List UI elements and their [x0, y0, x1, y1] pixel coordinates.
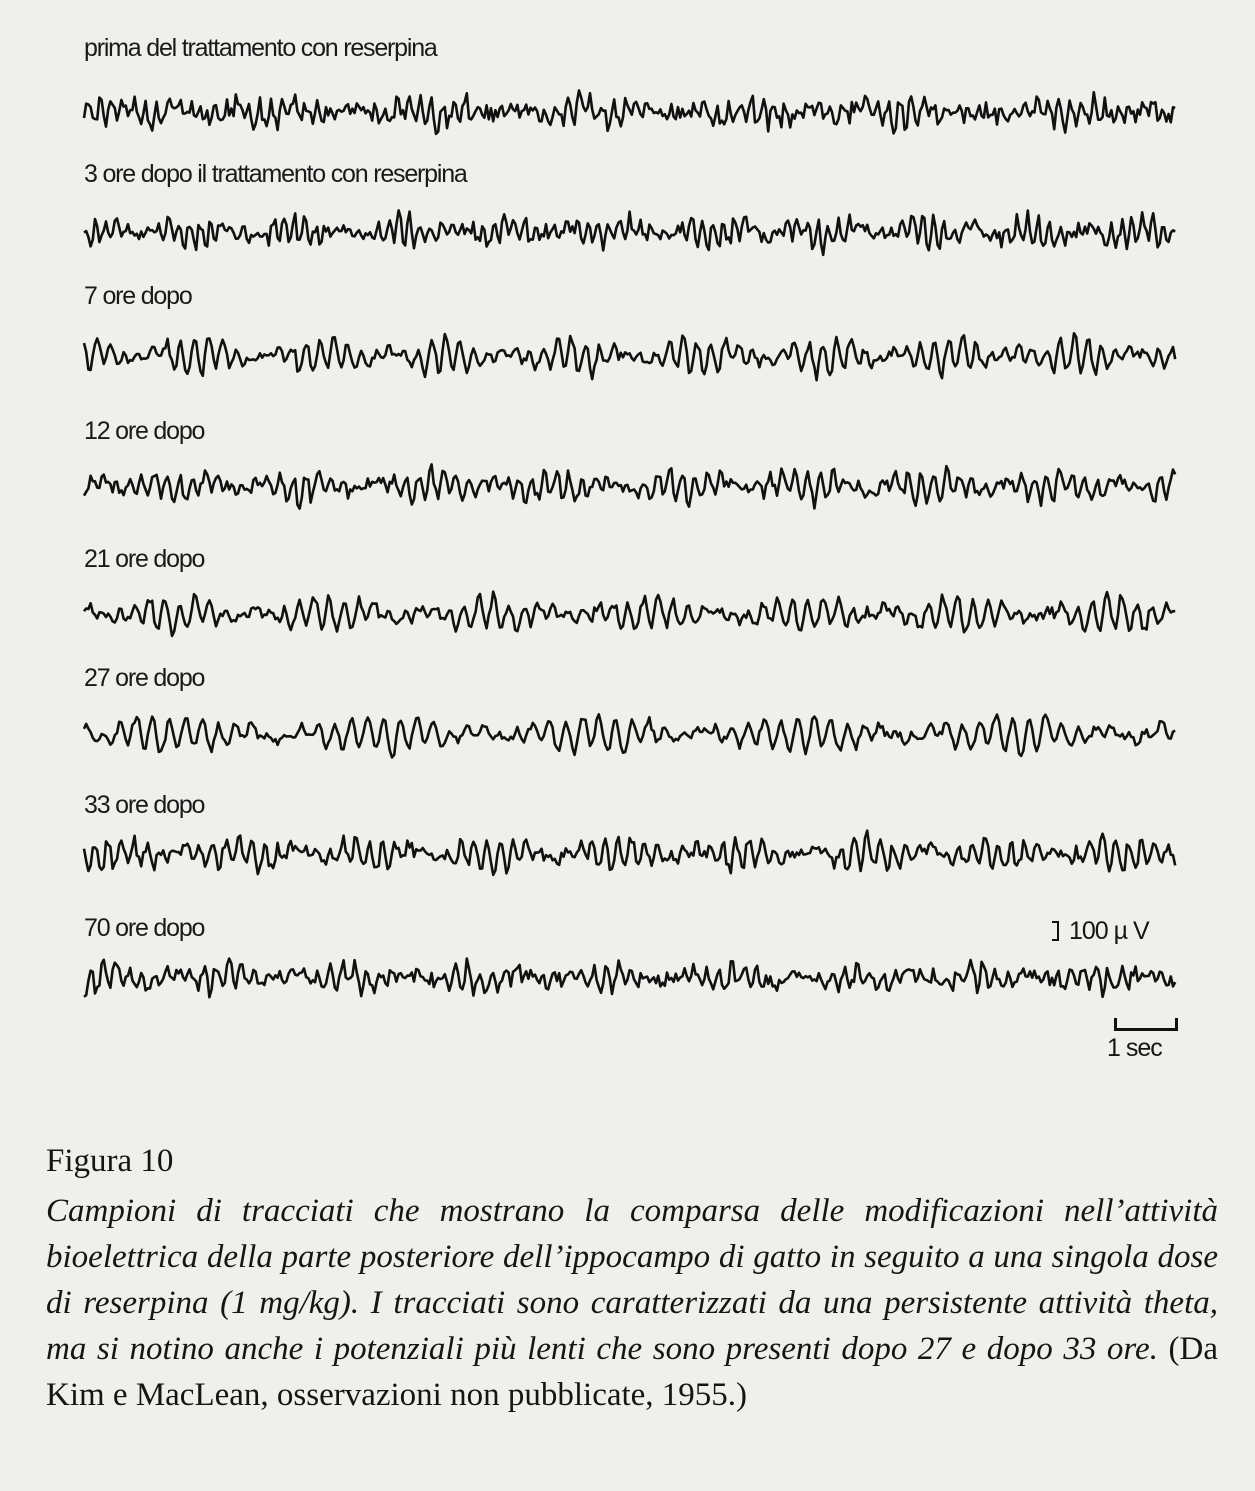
eeg-trace-70h [80, 938, 1180, 1018]
voltage-scale-bar [1052, 921, 1059, 941]
trace-label-7h: 7 ore dopo [84, 282, 192, 310]
voltage-scale-label: 100 µ V [1069, 917, 1149, 945]
figure-title: Figura 10 [46, 1143, 174, 1179]
eeg-trace-27h [80, 694, 1180, 774]
trace-label-27h: 27 ore dopo [84, 664, 205, 692]
time-scale-label: 1 sec [1107, 1034, 1162, 1062]
time-scale-bar [1114, 1018, 1178, 1031]
caption-italic-text: Campioni di tracciati che mostrano la comparsa delle modificazioni nell’attività bioelettrica della parte posteriore dell’ippocampo di gatto in seguito a una singola dose di reserpina (1 mg/kg). I tracciati sono caratterizzati da una persistente attività theta, ma si notino anche i potenziali più lenti che sono presenti dopo 27 e dopo 33 ore. [46, 1193, 1218, 1367]
trace-label-33h: 33 ore dopo [84, 791, 205, 819]
caption-citation: (Da Kim e MacLean, osservazioni non pubblicate, 1955.) [46, 1331, 1219, 1413]
trace-label-12h: 12 ore dopo [84, 417, 205, 445]
figure-caption [46, 1188, 1218, 1418]
voltage-scale [1052, 917, 1149, 946]
trace-label-70h: 70 ore dopo [84, 914, 205, 942]
eeg-trace-3h [80, 192, 1180, 272]
trace-label-before: prima del trattamento con reserpina [84, 34, 437, 62]
eeg-trace-before [80, 72, 1180, 152]
eeg-trace-21h [80, 574, 1180, 654]
eeg-trace-7h [80, 316, 1180, 396]
eeg-trace-12h [80, 446, 1180, 526]
trace-label-3h: 3 ore dopo il trattamento con reserpina [84, 160, 467, 188]
trace-label-21h: 21 ore dopo [84, 545, 205, 573]
eeg-trace-33h [80, 814, 1180, 894]
